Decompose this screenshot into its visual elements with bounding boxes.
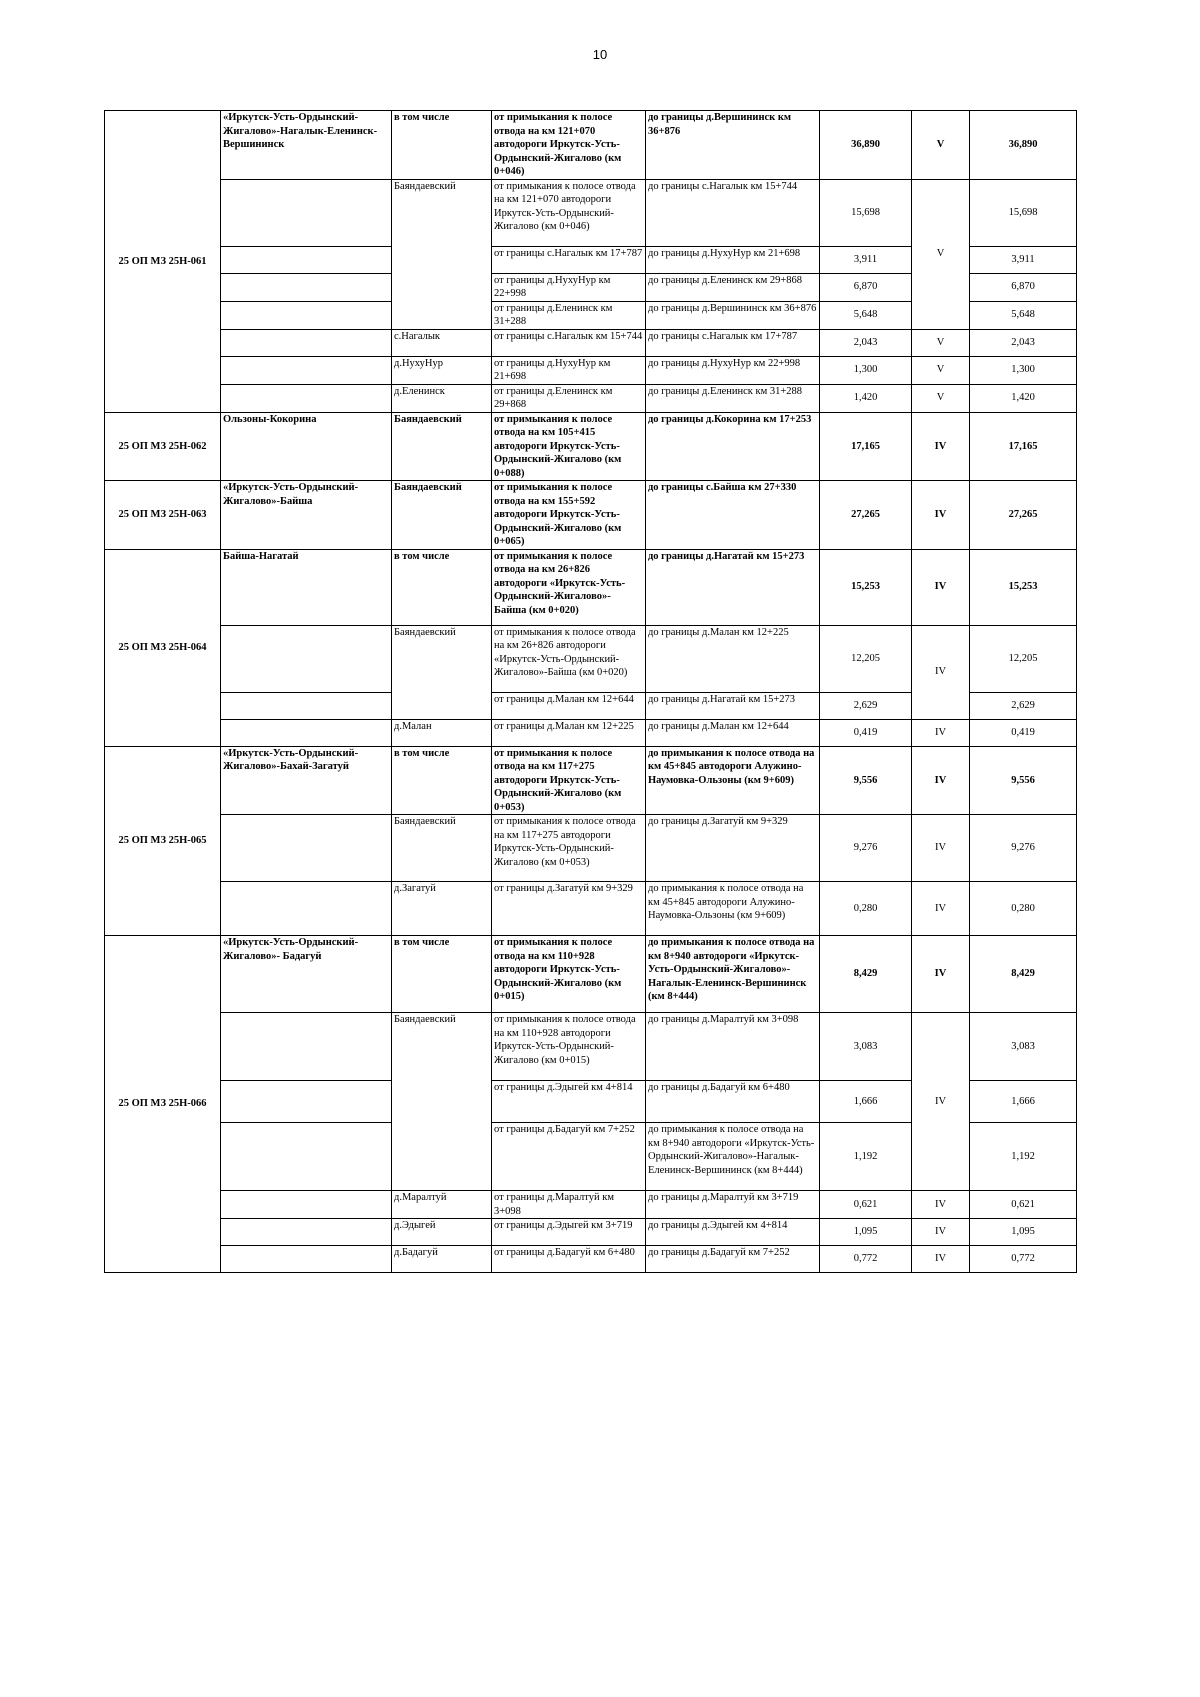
- length-cell: 3,911: [820, 246, 912, 273]
- category-cell: IV: [912, 1013, 970, 1191]
- road-name-cell: «Иркутск-Усть-Ордынский-Жигалово»-Байша: [221, 481, 392, 550]
- category-cell: IV: [912, 719, 970, 746]
- total-length-cell: 12,205: [970, 625, 1077, 692]
- length-cell: 17,165: [820, 412, 912, 481]
- road-code-cell: 25 ОП МЗ 25Н-062: [105, 412, 221, 481]
- length-cell: 36,890: [820, 111, 912, 180]
- to-cell: до границы д.НухуНур км 21+698: [646, 246, 820, 273]
- table-row: [105, 936, 1077, 1013]
- total-length-cell: 1,420: [970, 384, 1077, 412]
- to-cell: до границы д.Загатуй км 9+329: [646, 815, 820, 882]
- category-cell: IV: [912, 481, 970, 550]
- area-cell: Баяндаевский: [392, 179, 492, 329]
- total-length-cell: 0,621: [970, 1191, 1077, 1219]
- to-cell: до границы д.НухуНур км 22+998: [646, 356, 820, 384]
- road-name-cell: [221, 1123, 392, 1191]
- total-length-cell: 6,870: [970, 273, 1077, 301]
- from-cell: от границы д.НухуНур км 22+998: [492, 273, 646, 301]
- from-cell: от примыкания к полосе отвода на км 26+826 автодороги «Иркутск-Усть-Ордынский-Жигалово»-Байша (км 0+020): [492, 625, 646, 692]
- area-cell: д.Эдыгей: [392, 1219, 492, 1246]
- to-cell: до границы д.Бадагуй км 7+252: [646, 1246, 820, 1273]
- road-name-cell: [221, 179, 392, 246]
- category-cell: IV: [912, 882, 970, 936]
- category-cell: V: [912, 384, 970, 412]
- category-cell: V: [912, 329, 970, 356]
- to-cell: до границы д.Нагатай км 15+273: [646, 549, 820, 625]
- from-cell: от границы д.Еленинск км 29+868: [492, 384, 646, 412]
- from-cell: от примыкания к полосе отвода на км 110+928 автодороги Иркутск-Усть-Ордынский-Жигалово (км 0+015): [492, 1013, 646, 1081]
- road-name-cell: «Иркутск-Усть-Ордынский-Жигалово»- Бадагуй: [221, 936, 392, 1013]
- road-code-cell: 25 ОП МЗ 25Н-065: [105, 746, 221, 936]
- area-cell: д.Маралтуй: [392, 1191, 492, 1219]
- category-cell: IV: [912, 625, 970, 719]
- to-cell: до границы д.Еленинск км 29+868: [646, 273, 820, 301]
- table-row: [105, 111, 1077, 180]
- area-cell: Баяндаевский: [392, 412, 492, 481]
- road-name-cell: Байша-Нагатай: [221, 549, 392, 625]
- road-name-cell: [221, 815, 392, 882]
- area-cell: д.НухуНур: [392, 356, 492, 384]
- roads-table: [104, 110, 1077, 1273]
- to-cell: до границы д.Вершининск км 36+876: [646, 111, 820, 180]
- area-cell: д.Загатуй: [392, 882, 492, 936]
- to-cell: до границы с.Нагалык км 17+787: [646, 329, 820, 356]
- area-cell: в том числе: [392, 549, 492, 625]
- length-cell: 0,621: [820, 1191, 912, 1219]
- from-cell: от границы д.НухуНур км 21+698: [492, 356, 646, 384]
- from-cell: от границы д.Эдыгей км 3+719: [492, 1219, 646, 1246]
- from-cell: от границы д.Бадагуй км 6+480: [492, 1246, 646, 1273]
- area-cell: с.Нагалык: [392, 329, 492, 356]
- road-code-cell: 25 ОП МЗ 25Н-064: [105, 549, 221, 746]
- table-row: [105, 549, 1077, 625]
- area-cell: в том числе: [392, 746, 492, 815]
- length-cell: 5,648: [820, 301, 912, 329]
- length-cell: 0,772: [820, 1246, 912, 1273]
- total-length-cell: 3,083: [970, 1013, 1077, 1081]
- table-row: [105, 412, 1077, 481]
- total-length-cell: 2,629: [970, 692, 1077, 719]
- length-cell: 0,280: [820, 882, 912, 936]
- road-name-cell: [221, 246, 392, 273]
- table-row: [105, 746, 1077, 815]
- table-row: [105, 1013, 1077, 1081]
- table-row: [105, 625, 1077, 692]
- length-cell: 9,556: [820, 746, 912, 815]
- to-cell: до границы д.Малан км 12+644: [646, 719, 820, 746]
- from-cell: от примыкания к полосе отвода на км 117+275 автодороги Иркутск-Усть-Ордынский-Жигалово (км 0+053): [492, 815, 646, 882]
- from-cell: от границы д.Бадагуй км 7+252: [492, 1123, 646, 1191]
- length-cell: 3,083: [820, 1013, 912, 1081]
- category-cell: IV: [912, 549, 970, 625]
- total-length-cell: 1,095: [970, 1219, 1077, 1246]
- total-length-cell: 0,280: [970, 882, 1077, 936]
- area-cell: д.Бадагуй: [392, 1246, 492, 1273]
- table-row: [105, 356, 1077, 384]
- length-cell: 1,095: [820, 1219, 912, 1246]
- road-name-cell: «Иркутск-Усть-Ордынский-Жигалово»-Бахай-Загатуй: [221, 746, 392, 815]
- from-cell: от границы д.Еленинск км 31+288: [492, 301, 646, 329]
- from-cell: от примыкания к полосе отвода на км 155+592 автодороги Иркутск-Усть-Ордынский-Жигалово (км 0+065): [492, 481, 646, 550]
- to-cell: до примыкания к полосе отвода на км 45+845 автодороги Алужино-Наумовка-Ользоны (км 9+609): [646, 746, 820, 815]
- road-name-cell: [221, 625, 392, 692]
- road-name-cell: «Иркутск-Усть-Ордынский-Жигалово»-Нагалык-Еленинск-Вершининск: [221, 111, 392, 180]
- from-cell: от границы д.Эдыгей км 4+814: [492, 1081, 646, 1123]
- to-cell: до границы д.Кокорина км 17+253: [646, 412, 820, 481]
- to-cell: до границы д.Маралтуй км 3+719: [646, 1191, 820, 1219]
- length-cell: 27,265: [820, 481, 912, 550]
- length-cell: 8,429: [820, 936, 912, 1013]
- table-row: [105, 384, 1077, 412]
- from-cell: от примыкания к полосе отвода на км 110+928 автодороги Иркутск-Усть-Ордынский-Жигалово (км 0+015): [492, 936, 646, 1013]
- from-cell: от примыкания к полосе отвода на км 105+415 автодороги Иркутск-Усть-Ордынский-Жигалово (км 0+088): [492, 412, 646, 481]
- road-name-cell: [221, 301, 392, 329]
- to-cell: до границы д.Маралтуй км 3+098: [646, 1013, 820, 1081]
- table-row: [105, 481, 1077, 550]
- area-cell: Баяндаевский: [392, 815, 492, 882]
- from-cell: от примыкания к полосе отвода на км 26+826 автодороги «Иркутск-Усть-Ордынский-Жигалово»-Байша (км 0+020): [492, 549, 646, 625]
- to-cell: до границы д.Бадагуй км 6+480: [646, 1081, 820, 1123]
- length-cell: 15,253: [820, 549, 912, 625]
- table-row: [105, 1219, 1077, 1246]
- length-cell: 6,870: [820, 273, 912, 301]
- from-cell: от границы с.Нагалык км 17+787: [492, 246, 646, 273]
- total-length-cell: 27,265: [970, 481, 1077, 550]
- total-length-cell: 15,698: [970, 179, 1077, 246]
- road-code-cell: 25 ОП МЗ 25Н-063: [105, 481, 221, 550]
- area-cell: Баяндаевский: [392, 1013, 492, 1191]
- road-name-cell: [221, 882, 392, 936]
- length-cell: 0,419: [820, 719, 912, 746]
- road-name-cell: [221, 692, 392, 719]
- area-cell: Баяндаевский: [392, 481, 492, 550]
- length-cell: 2,629: [820, 692, 912, 719]
- road-name-cell: [221, 1246, 392, 1273]
- category-cell: IV: [912, 1219, 970, 1246]
- road-name-cell: [221, 356, 392, 384]
- total-length-cell: 3,911: [970, 246, 1077, 273]
- road-code-cell: 25 ОП МЗ 25Н-066: [105, 936, 221, 1273]
- from-cell: от примыкания к полосе отвода на км 121+070 автодороги Иркутск-Усть-Ордынский-Жигалово (км 0+046): [492, 179, 646, 246]
- table-row: [105, 1191, 1077, 1219]
- area-cell: в том числе: [392, 111, 492, 180]
- to-cell: до примыкания к полосе отвода на км 8+940 автодороги «Иркутск-Усть-Ордынский-Жигалово»-Нагалык-Еленинск-Вершининск (км 8+444): [646, 936, 820, 1013]
- to-cell: до границы с.Нагалык км 15+744: [646, 179, 820, 246]
- total-length-cell: 2,043: [970, 329, 1077, 356]
- from-cell: от границы д.Загатуй км 9+329: [492, 882, 646, 936]
- total-length-cell: 1,192: [970, 1123, 1077, 1191]
- table-row: [105, 882, 1077, 936]
- road-name-cell: [221, 719, 392, 746]
- page-number: 10: [592, 47, 608, 62]
- category-cell: IV: [912, 1191, 970, 1219]
- category-cell: V: [912, 111, 970, 180]
- category-cell: IV: [912, 936, 970, 1013]
- road-name-cell: [221, 1013, 392, 1081]
- to-cell: до границы д.Вершининск км 36+876: [646, 301, 820, 329]
- total-length-cell: 9,276: [970, 815, 1077, 882]
- to-cell: до примыкания к полосе отвода на км 45+845 автодороги Алужино-Наумовка-Ользоны (км 9+609): [646, 882, 820, 936]
- total-length-cell: 9,556: [970, 746, 1077, 815]
- total-length-cell: 17,165: [970, 412, 1077, 481]
- total-length-cell: 0,419: [970, 719, 1077, 746]
- length-cell: 12,205: [820, 625, 912, 692]
- road-name-cell: [221, 384, 392, 412]
- to-cell: до границы д.Еленинск км 31+288: [646, 384, 820, 412]
- road-name-cell: Ользоны-Кокорина: [221, 412, 392, 481]
- total-length-cell: 0,772: [970, 1246, 1077, 1273]
- category-cell: IV: [912, 746, 970, 815]
- table-row: [105, 329, 1077, 356]
- to-cell: до границы с.Байша км 27+330: [646, 481, 820, 550]
- from-cell: от границы д.Малан км 12+644: [492, 692, 646, 719]
- area-cell: д.Еленинск: [392, 384, 492, 412]
- road-name-cell: [221, 273, 392, 301]
- from-cell: от границы д.Малан км 12+225: [492, 719, 646, 746]
- road-name-cell: [221, 1081, 392, 1123]
- area-cell: д.Малан: [392, 719, 492, 746]
- road-name-cell: [221, 1219, 392, 1246]
- from-cell: от примыкания к полосе отвода на км 117+275 автодороги Иркутск-Усть-Ордынский-Жигалово (км 0+053): [492, 746, 646, 815]
- category-cell: IV: [912, 815, 970, 882]
- road-name-cell: [221, 329, 392, 356]
- category-cell: V: [912, 179, 970, 329]
- length-cell: 9,276: [820, 815, 912, 882]
- length-cell: 1,192: [820, 1123, 912, 1191]
- category-cell: IV: [912, 1246, 970, 1273]
- length-cell: 2,043: [820, 329, 912, 356]
- length-cell: 1,420: [820, 384, 912, 412]
- total-length-cell: 1,666: [970, 1081, 1077, 1123]
- total-length-cell: 1,300: [970, 356, 1077, 384]
- total-length-cell: 15,253: [970, 549, 1077, 625]
- table-row: [105, 719, 1077, 746]
- from-cell: от границы д.Маралтуй км 3+098: [492, 1191, 646, 1219]
- total-length-cell: 8,429: [970, 936, 1077, 1013]
- to-cell: до границы д.Эдыгей км 4+814: [646, 1219, 820, 1246]
- to-cell: до границы д.Нагатай км 15+273: [646, 692, 820, 719]
- road-name-cell: [221, 1191, 392, 1219]
- length-cell: 1,300: [820, 356, 912, 384]
- length-cell: 15,698: [820, 179, 912, 246]
- table-row: [105, 1246, 1077, 1273]
- total-length-cell: 36,890: [970, 111, 1077, 180]
- road-code-cell: 25 ОП МЗ 25Н-061: [105, 111, 221, 413]
- to-cell: до границы д.Малан км 12+225: [646, 625, 820, 692]
- from-cell: от примыкания к полосе отвода на км 121+070 автодороги Иркутск-Усть-Ордынский-Жигалово (км 0+046): [492, 111, 646, 180]
- area-cell: Баяндаевский: [392, 625, 492, 719]
- category-cell: IV: [912, 412, 970, 481]
- from-cell: от границы с.Нагалык км 15+744: [492, 329, 646, 356]
- area-cell: в том числе: [392, 936, 492, 1013]
- length-cell: 1,666: [820, 1081, 912, 1123]
- category-cell: V: [912, 356, 970, 384]
- to-cell: до примыкания к полосе отвода на км 8+940 автодороги «Иркутск-Усть-Ордынский-Жигалово»-Нагалык-Еленинск-Вершининск (км 8+444): [646, 1123, 820, 1191]
- table-row: [105, 815, 1077, 882]
- table-row: [105, 179, 1077, 246]
- total-length-cell: 5,648: [970, 301, 1077, 329]
